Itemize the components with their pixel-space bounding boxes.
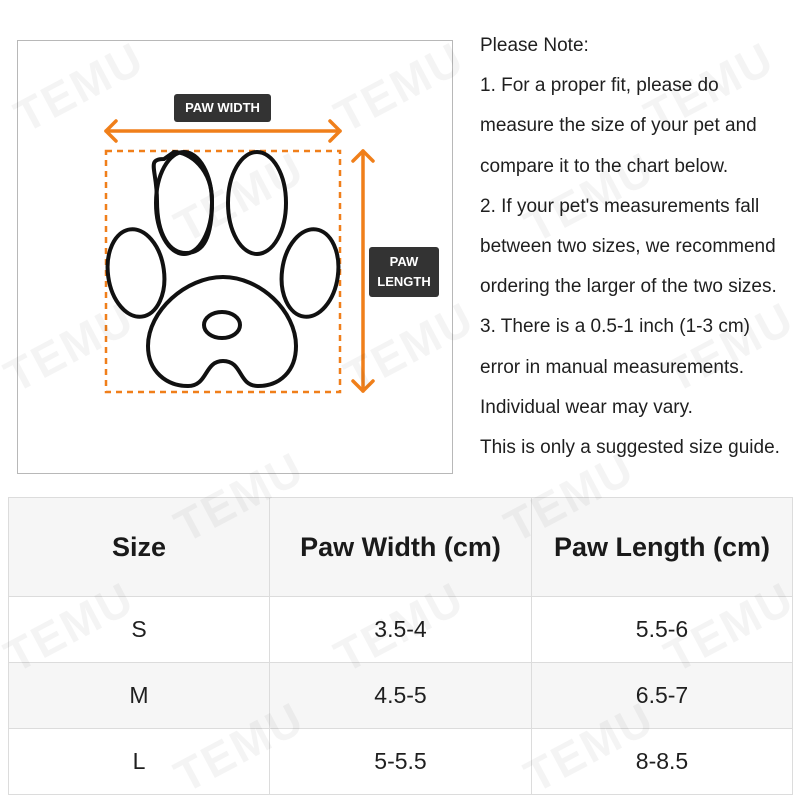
sizing-notes — [480, 26, 798, 468]
double-arrow-horizontal-icon — [106, 121, 340, 141]
note-line: 1. For a proper fit, please do — [480, 75, 719, 97]
note-line: measure the size of your pet and — [480, 115, 757, 137]
measurement-box — [106, 151, 340, 392]
cell-paw-width: 4.5-5 — [270, 663, 532, 729]
cell-size: S — [9, 597, 270, 663]
note-line: ordering the larger of the two sizes. — [480, 276, 777, 298]
notes-heading: Please Note: — [480, 35, 589, 56]
table-row — [9, 663, 793, 729]
note-line: This is only a suggested size guide. — [480, 437, 780, 459]
note-line: 3. There is a 0.5-1 inch (1-3 cm) — [480, 316, 750, 338]
cell-size: M — [9, 663, 270, 729]
cell-paw-length: 5.5-6 — [532, 597, 793, 663]
header-paw-width: Paw Width (cm) — [270, 498, 532, 597]
note-line: Individual wear may vary. — [480, 396, 693, 418]
cell-paw-width: 3.5-4 — [270, 597, 532, 663]
header-paw-length: Paw Length (cm) — [532, 498, 793, 597]
header-size: Size — [9, 498, 270, 597]
size-chart-table — [8, 497, 793, 795]
cell-paw-length: 8-8.5 — [532, 729, 793, 795]
paw-print-icon — [102, 152, 344, 386]
cell-paw-width: 5-5.5 — [270, 729, 532, 795]
note-line: between two sizes, we recommend — [480, 236, 776, 258]
table-row — [9, 729, 793, 795]
note-line: error in manual measurements. — [480, 356, 744, 378]
paw-diagram — [17, 40, 453, 474]
cell-size: L — [9, 729, 270, 795]
note-line: 2. If your pet's measurements fall — [480, 195, 760, 217]
paw-width-label: PAW WIDTH — [174, 94, 271, 122]
table-header-row — [9, 498, 793, 597]
note-line: compare it to the chart below. — [480, 155, 729, 177]
cell-paw-length: 6.5-7 — [532, 663, 793, 729]
table-row — [9, 597, 793, 663]
paw-length-label: PAW LENGTH — [369, 247, 439, 297]
